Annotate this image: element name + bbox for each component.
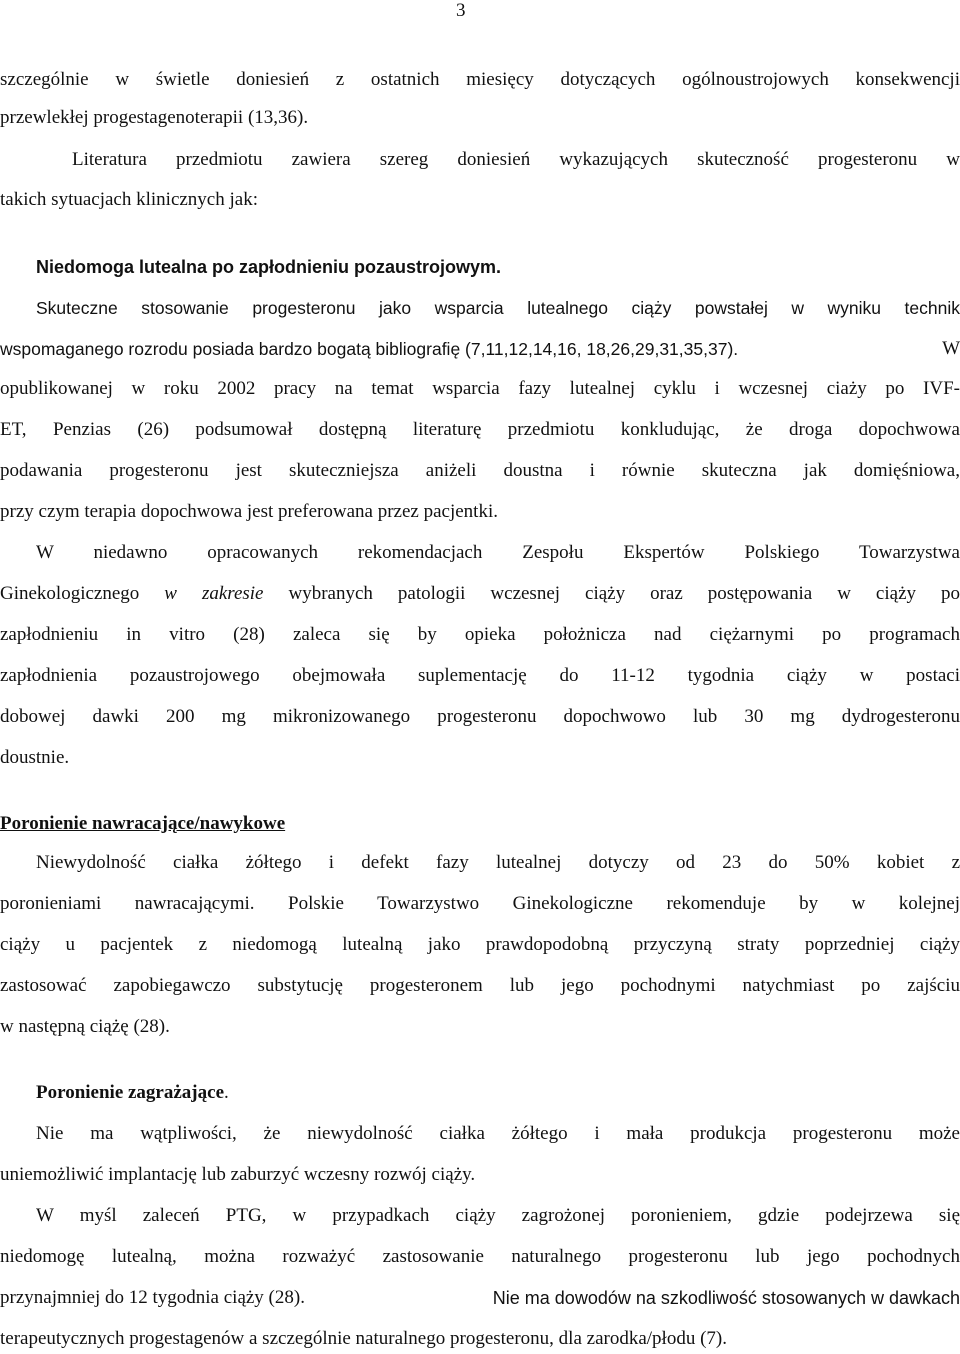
section-heading: Niedomoga lutealna po zapłodnieniu pozaustrojowym. bbox=[36, 257, 502, 277]
paragraph-line: uniemożliwić implantację lub zaburzyć wczesny rozwój ciąży. bbox=[0, 1164, 476, 1185]
paragraph-line: zastosować zapobiegawczo substytucję progesteronem lub jego pochodnymi natychmiast po zajściu bbox=[0, 975, 960, 996]
paragraph-line: Ginekologicznego bbox=[0, 583, 165, 604]
paragraph-line: opublikowanej w roku 2002 pracy na temat wsparcia fazy lutealnej cyklu i wczesnej ciaży po IVF- bbox=[0, 378, 960, 399]
paragraph-line: przynajmniej do 12 tygodnia ciąży (28). bbox=[0, 1287, 305, 1308]
paragraph-line: niedomogę lutealną, można rozważyć zastosowanie naturalnego progesteronu lub jego pochodnych bbox=[0, 1246, 960, 1267]
section-heading-wrap bbox=[36, 1079, 960, 1107]
paragraph-line-tail: W bbox=[942, 338, 960, 359]
italic-phrase: w zakresie bbox=[164, 583, 264, 604]
section-heading: Poronienie nawracające/nawykowe bbox=[0, 813, 286, 834]
paragraph-line: podawania progesteronu jest skuteczniejsza aniżeli doustna i równie skuteczna jak domięśniowa, bbox=[0, 460, 960, 481]
paragraph-line: dobowej dawki 200 mg mikronizowanego progesteronu dopochwowo lub 30 mg dydrogesteronu bbox=[0, 706, 960, 727]
paragraph-line: terapeutycznych progestagenów a szczególnie naturalnego progesteronu, dla zarodka/płodu (7). bbox=[0, 1328, 727, 1349]
paragraph-line: wybranych patologii wczesnej ciąży oraz postępowania w ciąży po bbox=[263, 583, 960, 604]
paragraph-line: przy czym terapia dopochwowa jest preferowana przez pacjentki. bbox=[0, 501, 498, 522]
paragraph-line-tail: Nie ma dowodów na szkodliwość stosowanych w dawkach bbox=[492, 1288, 960, 1308]
paragraph-line: doustnie. bbox=[0, 747, 70, 768]
paragraph-line-wrap bbox=[0, 1284, 960, 1312]
section-heading: Poronienie zagrażające bbox=[36, 1082, 224, 1103]
heading-period: . bbox=[224, 1082, 229, 1103]
paragraph-line: zapłodnieniu in vitro (28) zaleca się by opieka położnicza nad ciężarnymi po programach bbox=[0, 624, 960, 645]
paragraph-line: W myśl zaleceń PTG, w przypadkach ciąży zagrożonej poronieniem, gdzie podejrzewa się bbox=[36, 1205, 960, 1226]
paragraph-line-wrap bbox=[0, 335, 960, 363]
paragraph-line: ET, Penzias (26) podsumował dostępną literaturę przedmiotu konkludując, że droga dopochwowa bbox=[0, 419, 960, 440]
paragraph-line: poronieniami nawracającymi. Polskie Towarzystwo Ginekologiczne rekomenduje by w kolejnej bbox=[0, 893, 960, 914]
paragraph-line: ciąży u pacjentek z niedomogą lutealną jako prawdopodobną przyczyną straty poprzedniej ciąży bbox=[0, 934, 960, 955]
paragraph-line-wrap bbox=[0, 580, 960, 608]
paragraph-line: szczególnie w świetle doniesień z ostatnich miesięcy dotyczących ogólnoustrojowych konsekwencji bbox=[0, 69, 960, 90]
paragraph-line: W niedawno opracowanych rekomendacjach Zespołu Ekspertów Polskiego Towarzystwa bbox=[36, 542, 960, 563]
paragraph-line: Skuteczne stosowanie progesteronu jako wsparcia lutealnego ciąży powstałej w wyniku technik bbox=[36, 298, 960, 318]
paragraph-line: zapłodnienia pozaustrojowego obejmowała suplementację do 11-12 tygodnia ciąży w postaci bbox=[0, 665, 960, 686]
paragraph-line: Nie ma wątpliwości, że niewydolność ciałka żółtego i mała produkcja progesteronu może bbox=[36, 1123, 960, 1144]
paragraph-line: Literatura przedmiotu zawiera szereg doniesień wykazujących skuteczność progesteronu w bbox=[72, 149, 960, 170]
paragraph-line: przewlekłej progestagenoterapii (13,36). bbox=[0, 107, 309, 128]
paragraph-line: takich sytuacjach klinicznych jak: bbox=[0, 189, 258, 210]
page-number: 3 bbox=[456, 0, 466, 21]
paragraph-line: Niewydolność ciałka żółtego i defekt fazy lutealnej dotyczy od 23 do 50% kobiet z bbox=[36, 852, 960, 873]
paragraph-line: wspomaganego rozrodu posiada bardzo bogatą bibliografię (7,11,12,14,16, 18,26,29,31,35,37). bbox=[0, 339, 739, 359]
paragraph-line: w następną ciążę (28). bbox=[0, 1016, 170, 1037]
